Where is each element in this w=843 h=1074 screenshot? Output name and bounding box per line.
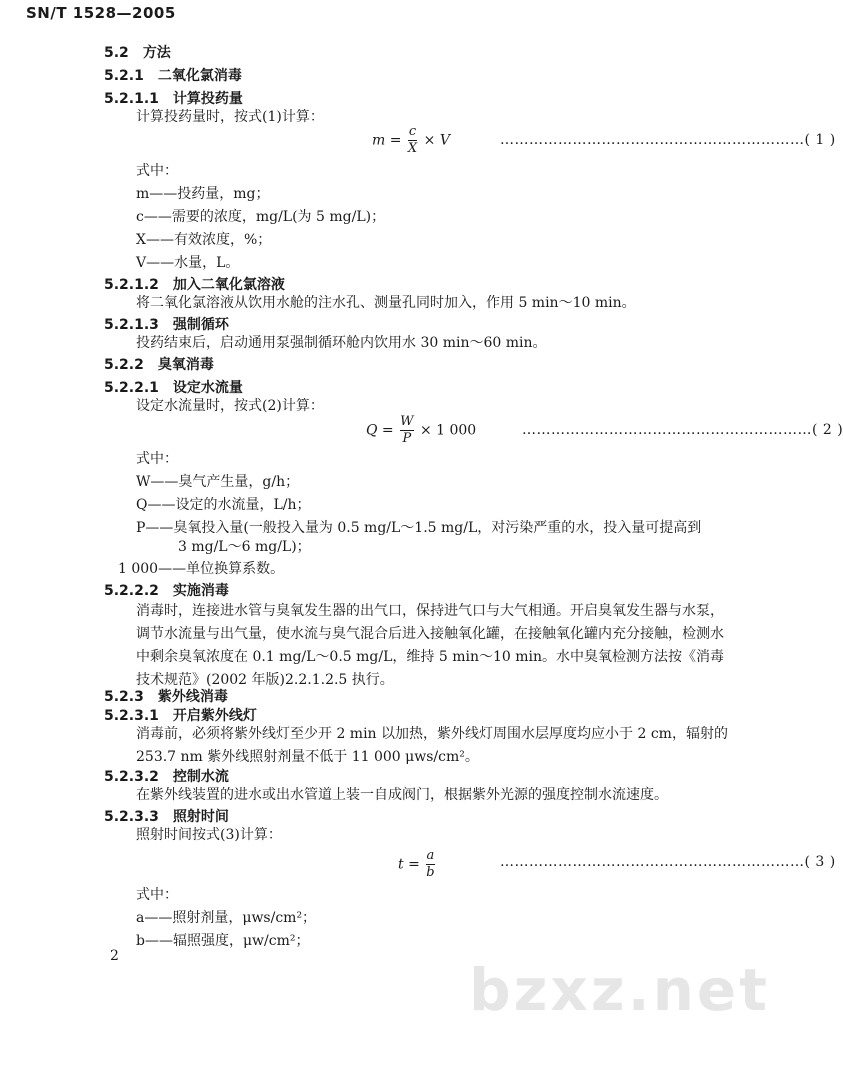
watermark-logo: bzxz.net — [469, 956, 770, 1024]
equation-1-leader-dots: ………………………………………………………( 1 ) — [500, 132, 836, 148]
equation-1-tag: ( 1 ) — [804, 132, 836, 148]
equation-2-leader-dots: ……………………………………………………( 2 ) — [522, 422, 843, 438]
section-5-2-3-2-heading: 5.2.3.2 控制水流 — [104, 769, 229, 785]
equation-2-def: W——臭气产生量，g/h； — [136, 474, 300, 490]
equation-2-def: Q——设定的水流量，L/h； — [136, 497, 311, 513]
standard-code: SN/T 1528—2005 — [26, 4, 176, 22]
equation-2-fraction: $\frac{W}{P}$ — [400, 414, 414, 446]
section-5-2-1-2-text: 将二氧化氯溶液从饮用水舱的注水孔、测量孔同时加入，作用 5 min～10 min。 — [136, 295, 636, 311]
equation-2-tag: ( 2 ) — [812, 422, 843, 438]
equation-2-def: 1 000——单位换算系数。 — [118, 561, 285, 577]
equation-1-where: 式中： — [136, 163, 178, 179]
equation-2: Q = $\frac{W}{P}$ × 1 000 — [366, 414, 477, 446]
section-5-2-1-3-heading: 5.2.1.3 强制循环 — [104, 317, 229, 333]
equation-3-def: b——辐照强度，μw/cm²； — [136, 933, 310, 949]
section-5-2-2-1-text: 设定水流量时，按式(2)计算： — [136, 398, 324, 414]
section-5-2-heading: 5.2 方法 — [104, 45, 171, 61]
section-5-2-3-heading: 5.2.3 紫外线消毒 — [104, 689, 228, 705]
section-5-2-2-2-text: 消毒时，连接进水管与臭氧发生器的出气口，保持进气口与大气相通。开启臭氧发生器与水泵，调节水流量与出气量，使水流与臭气混合后进入接触氧化罐，在接触氧化罐内充分接触，检测水中剩余臭氧浓度在 0.1 mg/L～0.5 mg/L，维持 5 min～10 min。水中臭氧检测方法按《消毒技术规范》(2002 年版)2.2.1.2.5 执行。 — [136, 603, 724, 688]
equation-2-def-continued: 3 mg/L～6 mg/L)； — [178, 539, 311, 555]
equation-3-leader-dots: ………………………………………………………( 3 ) — [500, 854, 836, 870]
equation-1-def: c——需要的浓度，mg/L(为 5 mg/L)； — [136, 209, 386, 225]
section-5-2-3-2-text: 在紫外线装置的进水或出水管道上装一自成阀门，根据紫外光源的强度控制水流速度。 — [136, 787, 668, 803]
section-5-2-1-2-heading: 5.2.1.2 加入二氧化氯溶液 — [104, 277, 285, 293]
section-5-2-3-1-heading: 5.2.3.1 开启紫外线灯 — [104, 708, 257, 724]
equation-3-fraction: $\frac{a}{b}$ — [426, 848, 435, 880]
equation-3-where: 式中： — [136, 887, 178, 903]
equation-2-where: 式中： — [136, 451, 178, 467]
page-number: 2 — [110, 948, 119, 964]
section-5-2-2-2-heading: 5.2.2.2 实施消毒 — [104, 583, 229, 599]
equation-3: t = $\frac{a}{b}$ — [398, 848, 435, 880]
equation-3-def: a——照射剂量，μws/cm²； — [136, 910, 317, 926]
equation-3-tag: ( 3 ) — [804, 854, 836, 870]
equation-1: m = $\frac{c}{X}$ × V — [372, 124, 450, 156]
section-5-2-2-1-heading: 5.2.2.1 设定水流量 — [104, 380, 243, 396]
section-5-2-3-1-text: 消毒前，必须将紫外线灯至少开 2 min 以加热，紫外线灯周围水层厚度均应小于 2 cm，辐射的 253.7 nm 紫外线照射剂量不低于 11 000 μws/cm²。 — [136, 726, 728, 765]
section-5-2-1-1-heading: 5.2.1.1 计算投药量 — [104, 91, 243, 107]
equation-2-def: P——臭氧投入量(一般投入量为 0.5 mg/L～1.5 mg/L，对污染严重的水，投入量可提高到 — [136, 520, 702, 536]
section-5-2-1-1-text: 计算投药量时，按式(1)计算： — [136, 109, 324, 125]
equation-1-def: V——水量，L。 — [136, 255, 240, 271]
section-5-2-3-3-heading: 5.2.3.3 照射时间 — [104, 809, 229, 825]
section-5-2-1-heading: 5.2.1 二氧化氯消毒 — [104, 68, 242, 84]
section-5-2-2-heading: 5.2.2 臭氧消毒 — [104, 357, 214, 373]
equation-1-def: X——有效浓度，%； — [136, 232, 272, 248]
section-5-2-3-3-text: 照射时间按式(3)计算： — [136, 827, 282, 843]
equation-1-fraction: $\frac{c}{X}$ — [407, 124, 418, 156]
equation-1-def: m——投药量，mg； — [136, 186, 270, 202]
section-5-2-1-3-text: 投药结束后，启动通用泵强制循环舱内饮用水 30 min～60 min。 — [136, 335, 547, 351]
